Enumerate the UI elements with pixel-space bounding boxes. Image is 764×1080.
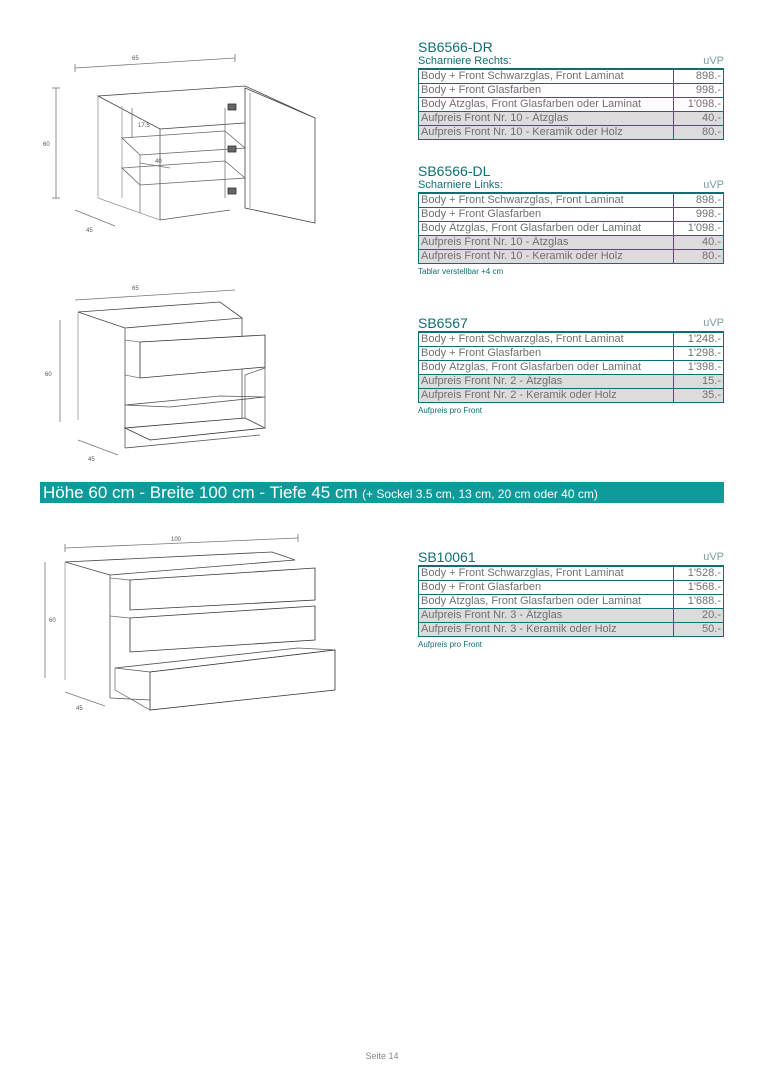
price-row bbox=[419, 361, 724, 375]
row-price: 15.- bbox=[674, 375, 724, 389]
row-price: 1'098.- bbox=[674, 98, 724, 112]
depth-dim-label: 45 bbox=[76, 706, 83, 712]
row-price: 20.- bbox=[674, 609, 724, 623]
row-label: Aufpreis Front Nr. 10 - Ätzglas bbox=[419, 112, 674, 126]
product-subhead bbox=[418, 549, 724, 566]
price-row bbox=[419, 567, 724, 581]
product-subhead bbox=[418, 55, 724, 69]
row-label: Body Ätzglas, Front Glasfarben oder Laminat bbox=[419, 222, 674, 236]
row-price: 898.- bbox=[674, 194, 724, 208]
product-code: SB6566-DR bbox=[418, 39, 493, 55]
hinge-label: Scharniere Rechts: bbox=[418, 55, 512, 67]
uvp-label: uVP bbox=[703, 317, 724, 329]
price-table bbox=[418, 69, 724, 140]
product-sb6566-dr bbox=[418, 39, 724, 140]
uvp-label: uVP bbox=[703, 551, 724, 563]
product-subhead bbox=[418, 179, 724, 193]
product-sb6566-dl bbox=[418, 163, 724, 276]
row-label: Body + Front Glasfarben bbox=[419, 347, 674, 361]
row-label: Aufpreis Front Nr. 10 - Keramik oder Holz bbox=[419, 126, 674, 140]
price-table bbox=[418, 566, 724, 637]
row-price: 40.- bbox=[674, 112, 724, 126]
height-dim-label: 60 bbox=[43, 142, 50, 148]
row-price: 80.- bbox=[674, 250, 724, 264]
page-number: Seite 14 bbox=[365, 1051, 399, 1061]
surcharge-row bbox=[419, 375, 724, 389]
uvp-label: uVP bbox=[703, 55, 724, 67]
price-row bbox=[419, 595, 724, 609]
depth-dim-label: 45 bbox=[86, 228, 93, 234]
dimension-banner bbox=[40, 482, 724, 503]
row-label: Body + Front Glasfarben bbox=[419, 84, 674, 98]
row-label: Body + Front Schwarzglas, Front Laminat bbox=[419, 333, 674, 347]
row-label: Body + Front Glasfarben bbox=[419, 208, 674, 222]
surcharge-row bbox=[419, 623, 724, 637]
price-table bbox=[418, 332, 724, 403]
height-dim-label: 60 bbox=[49, 618, 56, 624]
row-price: 80.- bbox=[674, 126, 724, 140]
width-dim-label: 65 bbox=[132, 56, 139, 62]
height-dim-label: 60 bbox=[45, 372, 52, 378]
product-code: SB6567 bbox=[418, 315, 468, 331]
row-price: 1'298.- bbox=[674, 347, 724, 361]
row-price: 998.- bbox=[674, 84, 724, 98]
price-row bbox=[419, 98, 724, 112]
row-label: Body + Front Schwarzglas, Front Laminat bbox=[419, 70, 674, 84]
surcharge-row bbox=[419, 609, 724, 623]
row-label: Body Ätzglas, Front Glasfarben oder Laminat bbox=[419, 595, 674, 609]
price-row bbox=[419, 194, 724, 208]
row-price: 1'528.- bbox=[674, 567, 724, 581]
row-label: Aufpreis Front Nr. 10 - Ätzglas bbox=[419, 236, 674, 250]
product-subhead bbox=[418, 315, 724, 332]
product-note: Aufpreis pro Front bbox=[418, 406, 483, 415]
row-label: Aufpreis Front Nr. 10 - Keramik oder Holz bbox=[419, 250, 674, 264]
row-price: 1'248.- bbox=[674, 333, 724, 347]
product-note: Aufpreis pro Front bbox=[418, 640, 483, 649]
inner-depth-label: 40 bbox=[155, 159, 162, 165]
product-note: Tablar verstellbar +4 cm bbox=[418, 267, 504, 276]
row-label: Body + Front Schwarzglas, Front Laminat bbox=[419, 567, 674, 581]
row-price: 50.- bbox=[674, 623, 724, 637]
row-price: 40.- bbox=[674, 236, 724, 250]
width-dim-label: 100 bbox=[171, 537, 182, 543]
row-price: 1'398.- bbox=[674, 361, 724, 375]
price-row bbox=[419, 333, 724, 347]
product-code: SB10061 bbox=[418, 549, 476, 565]
surcharge-row bbox=[419, 250, 724, 264]
price-row bbox=[419, 581, 724, 595]
surcharge-row bbox=[419, 389, 724, 403]
price-table bbox=[418, 193, 724, 264]
row-price: 898.- bbox=[674, 70, 724, 84]
depth-dim-label: 45 bbox=[88, 457, 95, 463]
surcharge-row bbox=[419, 126, 724, 140]
width-dim-label: 65 bbox=[132, 286, 139, 292]
banner-dimensions: Höhe 60 cm - Breite 100 cm - Tiefe 45 cm bbox=[43, 483, 358, 502]
shelf-gap-label: 17.5 bbox=[138, 123, 150, 129]
row-label: Body + Front Schwarzglas, Front Laminat bbox=[419, 194, 674, 208]
row-label: Aufpreis Front Nr. 2 - Keramik oder Holz bbox=[419, 389, 674, 403]
product-code: SB6566-DL bbox=[418, 163, 491, 179]
row-label: Body Ätzglas, Front Glasfarben oder Laminat bbox=[419, 98, 674, 112]
row-label: Aufpreis Front Nr. 3 - Ätzglas bbox=[419, 609, 674, 623]
price-row bbox=[419, 84, 724, 98]
drawing-sb6567 bbox=[40, 280, 330, 470]
hinge-label: Scharniere Links: bbox=[418, 179, 503, 191]
price-row bbox=[419, 70, 724, 84]
row-label: Body + Front Glasfarben bbox=[419, 581, 674, 595]
price-row bbox=[419, 208, 724, 222]
banner-plinth-options: (+ Sockel 3.5 cm, 13 cm, 20 cm oder 40 cm) bbox=[362, 487, 598, 501]
drawing-sb10061 bbox=[40, 530, 350, 715]
price-row bbox=[419, 347, 724, 361]
row-price: 1'688.- bbox=[674, 595, 724, 609]
row-price: 998.- bbox=[674, 208, 724, 222]
uvp-label: uVP bbox=[703, 179, 724, 191]
product-sb10061 bbox=[418, 549, 724, 649]
row-price: 1'568.- bbox=[674, 581, 724, 595]
product-sb6567 bbox=[418, 315, 724, 415]
row-label: Aufpreis Front Nr. 2 - Ätzglas bbox=[419, 375, 674, 389]
row-price: 1'098.- bbox=[674, 222, 724, 236]
row-price: 35.- bbox=[674, 389, 724, 403]
surcharge-row bbox=[419, 112, 724, 126]
price-row bbox=[419, 222, 724, 236]
row-label: Body Ätzglas, Front Glasfarben oder Laminat bbox=[419, 361, 674, 375]
surcharge-row bbox=[419, 236, 724, 250]
drawing-sb6566 bbox=[40, 48, 330, 248]
row-label: Aufpreis Front Nr. 3 - Keramik oder Holz bbox=[419, 623, 674, 637]
